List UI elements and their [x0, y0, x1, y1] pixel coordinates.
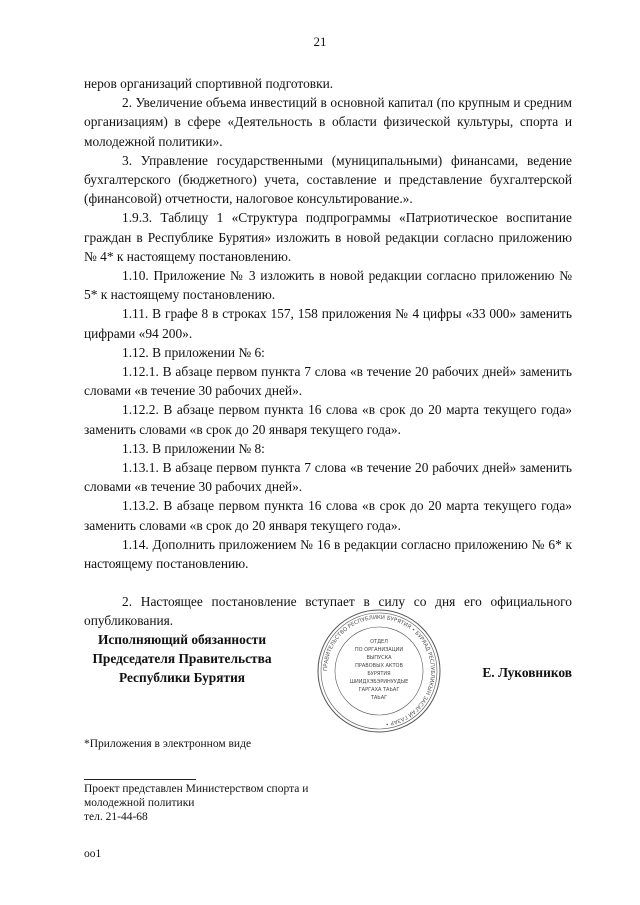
page-number: 21: [313, 34, 327, 49]
seal-center-text: БУРЯТИЯ: [367, 671, 391, 677]
official-seal: [316, 608, 442, 734]
body-paragraph: 1.13.1. В абзаце первом пункта 7 слова «в течение 20 рабочих дней» заменить словами «в течение 30 рабочих дней».: [84, 460, 572, 495]
seal-center-text: ПРАВОВЫХ АКТОВ: [355, 663, 403, 669]
signature-title-line: Республики Бурятия: [118, 670, 246, 685]
seal-center-text: ТАЬАГ: [370, 695, 388, 701]
attachments-note: *Приложения в электронном виде: [84, 738, 252, 750]
body-paragraph: 1.12.1. В абзаце первом пункта 7 слова «в течение 20 рабочих дней» заменить словами «в течение 30 рабочих дней».: [84, 364, 572, 399]
footnote-divider: [84, 779, 196, 780]
document-code: оо1: [84, 848, 102, 860]
body-paragraph: 1.14. Дополнить приложением № 16 в редакции согласно приложению № 6* к настоящему постановлению.: [84, 536, 572, 572]
body-paragraph: 1.13.2. В абзаце первом пункта 16 слова «в срок до 20 марта текущего года» заменить словами «в срок до 20 января текущего года».: [84, 498, 572, 533]
project-note-line: Проект представлен Министерством спорта и: [84, 783, 309, 795]
project-note-line: тел. 21-44-68: [84, 811, 148, 823]
body-paragraph: неров организаций спортивной подготовки.: [84, 76, 334, 91]
seal-center-text: ПО ОРГАНИЗАЦИИ: [354, 647, 404, 653]
seal-center-text: ГАРГАХА ТАЬАГ: [358, 687, 400, 693]
body-paragraph: 1.9.3. Таблицу 1 «Структура подпрограммы «Патриотическое воспитание граждан в Республике Бурятия» изложить в новой редакции согласно приложению № 4* к настоящему постановлению.: [84, 210, 572, 264]
signer-name: Е. Луковников: [482, 665, 572, 680]
signature-title-line: Исполняющий обязанности: [97, 632, 267, 647]
body-paragraph: 3. Управление государственными (муниципальными) финансами, ведение бухгалтерского (бюджетного) учета, составление и представление бухгалтерской (финансовой) отчетности, налоговое консультирование.».: [84, 152, 572, 207]
signature-title: [84, 630, 280, 687]
body-paragraph: 2. Настоящее постановление вступает в силу со дня его официального опубликования.: [84, 594, 572, 629]
body-paragraph: 1.12.2. В абзаце первом пункта 16 слова «в срок до 20 марта текущего года» заменить словами «в срок до 20 января текущего года».: [84, 402, 572, 437]
signature-title-line: Председателя Правительства: [92, 651, 272, 666]
body-paragraph: 1.12. В приложении № 6:: [122, 344, 265, 360]
seal-center-text: ОТДЕЛ: [370, 639, 388, 645]
document-body: [84, 74, 572, 631]
body-paragraph: 1.13. В приложении № 8:: [122, 440, 265, 456]
seal-ring-text: ПРАВИТЕЛЬСТВО РЕСПУБЛИКИ БУРЯТИЯ • БУРЯАД РЕСПУБЛИКЫН ЗАСАГАЙ ГАЗАР •: [322, 614, 436, 727]
seal-center-text: ВЫПУСКА: [366, 655, 392, 661]
project-note-line: молодежной политики: [84, 797, 195, 809]
body-paragraph: 1.10. Приложение № 3 изложить в новой редакции согласно приложению № 5* к настоящему постановлению.: [84, 268, 572, 303]
seal-center-text: ШИИДХЭБЭРИНУУДЫЕ: [349, 679, 409, 685]
body-paragraph: 2. Увеличение объема инвестиций в основной капитал (по крупным и средним организациям) в сфере «Деятельность в области физической культуры, спорта и молодежной политики».: [84, 95, 572, 149]
body-paragraph: 1.11. В графе 8 в строках 157, 158 приложения № 4 цифры «33 000» заменить цифрами «94 200».: [84, 306, 572, 341]
project-note: [84, 782, 308, 824]
